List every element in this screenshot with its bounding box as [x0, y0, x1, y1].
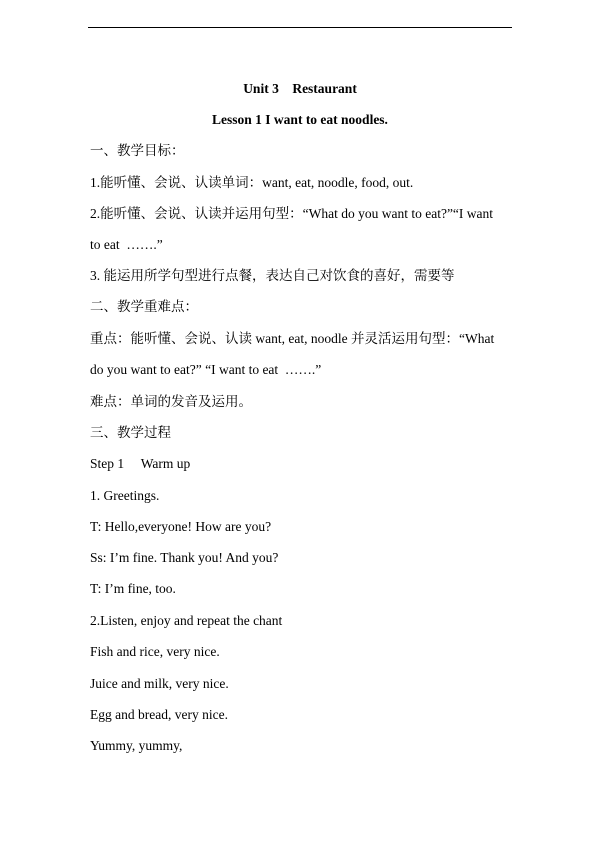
chant-line: Yummy, yummy,: [90, 738, 183, 753]
section-heading-key-points: 二、教学重难点：: [90, 299, 198, 314]
chant-line: Egg and bread, very nice.: [90, 707, 228, 722]
procedure-item: 1. Greetings.: [90, 488, 160, 503]
key-point-continued: do you want to eat?” “I want to eat …….”: [90, 362, 322, 377]
step-heading: Step 1 Warm up: [90, 456, 191, 471]
procedure-item: 2.Listen, enjoy and repeat the chant: [90, 613, 283, 628]
dialogue-line: Ss: I’m fine. Thank you! And you?: [90, 550, 279, 565]
header-rule: [88, 27, 512, 28]
objective-item-2: 2.能听懂、会说、认读并运用句型：“What do you want to eat?”“I want: [90, 206, 494, 221]
section-heading-procedure: 三、教学过程: [90, 425, 171, 440]
unit-title: Unit 3 Restaurant: [243, 81, 357, 96]
difficult-point: 难点：单词的发音及运用。: [90, 394, 252, 409]
objective-item-1: 1.能听懂、会说、认读单词：want, eat, noodle, food, out.: [90, 175, 414, 190]
objective-item-2-continued: to eat …….”: [90, 237, 163, 252]
objective-item-3: 3. 能运用所学句型进行点餐，表达自己对饮食的喜好，需要等: [90, 268, 455, 283]
key-point: 重点：能听懂、会说、认读 want, eat, noodle 并灵活运用句型：“What: [90, 331, 495, 346]
section-heading-objectives: 一、教学目标：: [90, 143, 185, 158]
dialogue-line: T: I’m fine, too.: [90, 581, 176, 596]
lesson-title: Lesson 1 I want to eat noodles.: [212, 112, 388, 127]
dialogue-line: T: Hello,everyone! How are you?: [90, 519, 272, 534]
chant-line: Fish and rice, very nice.: [90, 644, 220, 659]
chant-line: Juice and milk, very nice.: [90, 676, 229, 691]
